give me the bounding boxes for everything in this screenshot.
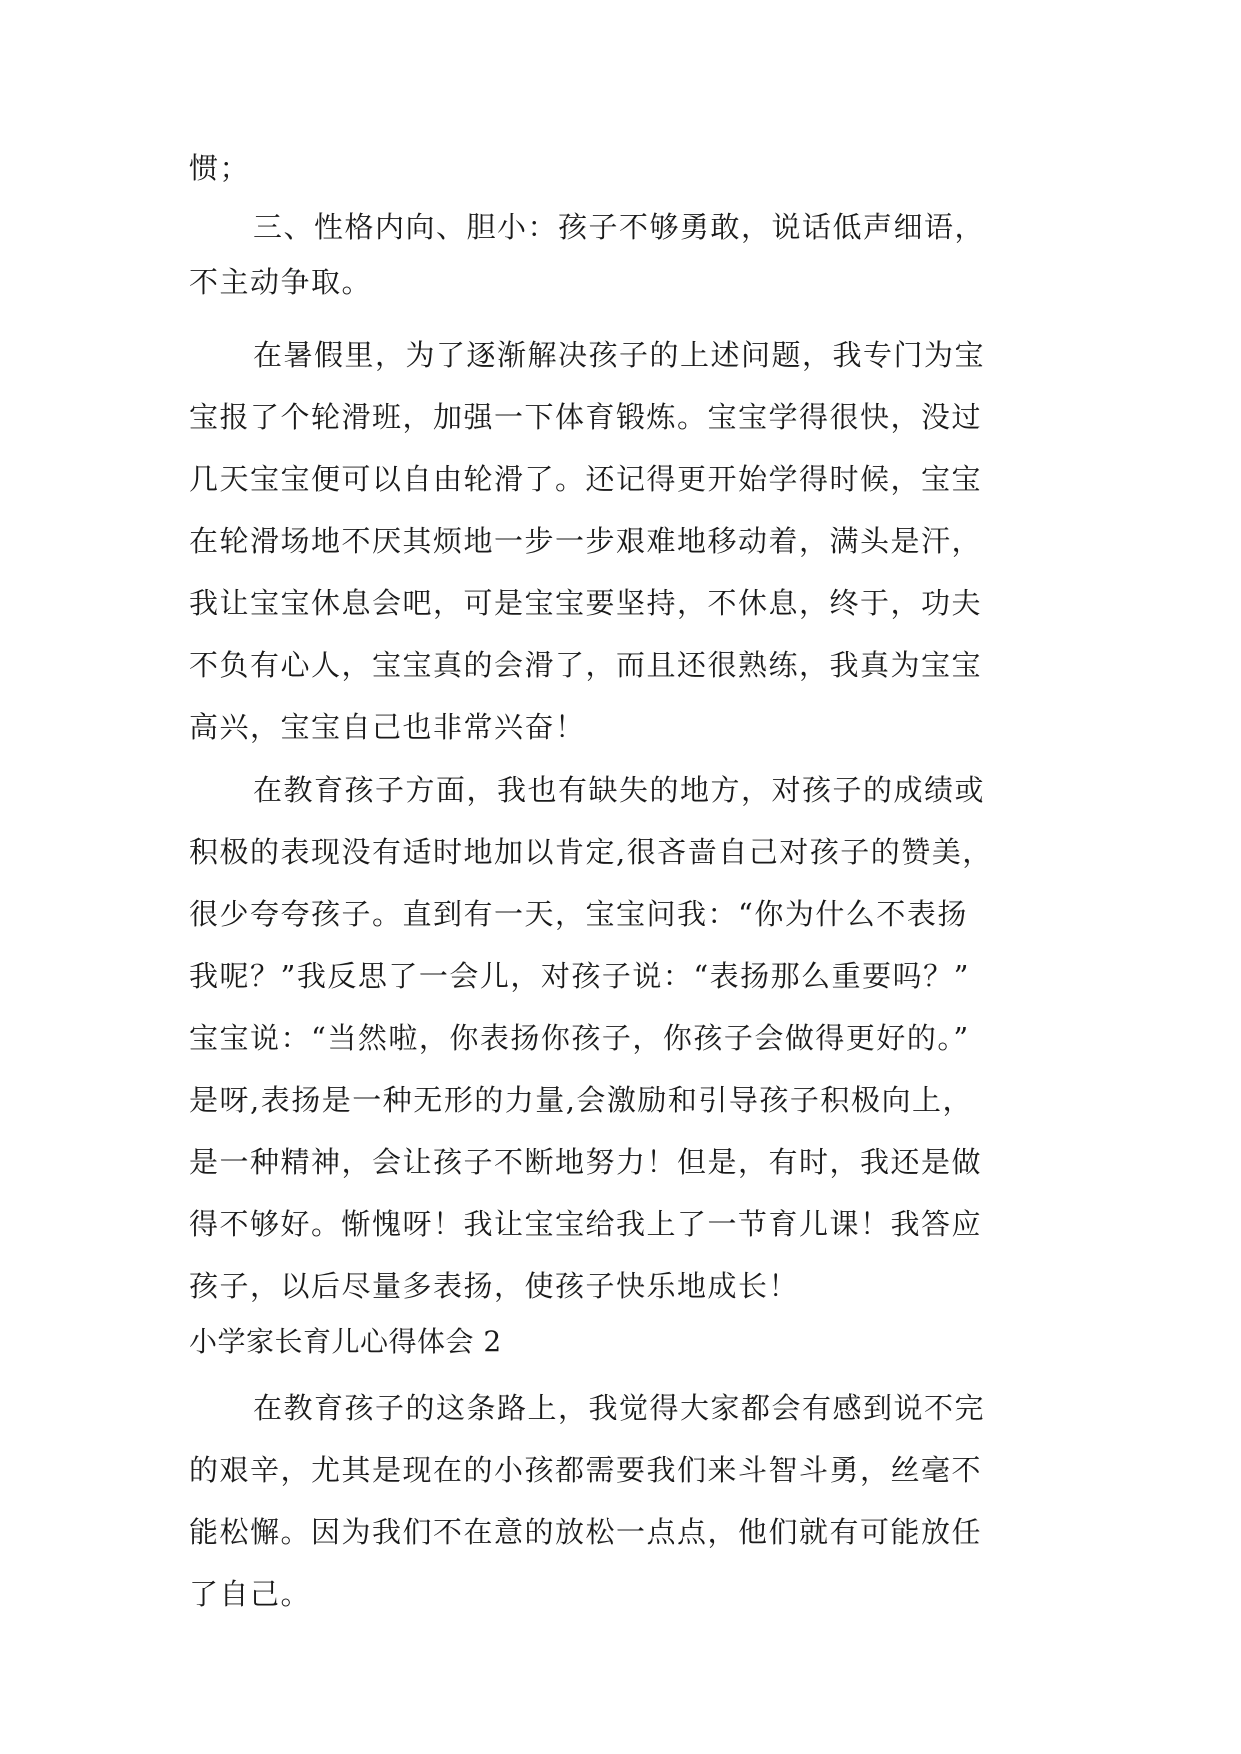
body-text-line: 高兴，宝宝自己也非常兴奋！ (189, 710, 586, 744)
body-text-line: 了自己。 (189, 1577, 312, 1611)
section-title: 小学家长育儿心得体会 2 (189, 1325, 502, 1358)
body-text-line: 孩子，以后尽量多表扬，使孩子快乐地成长！ (189, 1269, 800, 1303)
body-text-line: 的艰辛，尤其是现在的小孩都需要我们来斗智斗勇，丝毫不 (189, 1453, 983, 1487)
body-text-line: 在暑假里，为了逐渐解决孩子的上述问题，我专门为宝 (253, 338, 986, 372)
body-text-line: 能松懈。因为我们不在意的放松一点点，他们就有可能放任 (189, 1515, 983, 1549)
body-text-line: 不负有心人，宝宝真的会滑了，而且还很熟练，我真为宝宝 (189, 648, 983, 682)
body-text-line: 不主动争取。 (189, 265, 373, 299)
body-text-line: 积极的表现没有适时地加以肯定,很吝啬自己对孩子的赞美， (189, 835, 993, 869)
body-text-line: 我呢？”我反思了一会儿，对孩子说：“表扬那么重要吗？” (189, 959, 970, 993)
body-text-line: 三、性格内向、胆小：孩子不够勇敢，说话低声细语， (253, 210, 986, 244)
body-text-line: 是呀,表扬是一种无形的力量,会激励和引导孩子积极向上， (189, 1083, 973, 1117)
body-text-line: 惯； (189, 151, 251, 185)
body-text-line: 是一种精神，会让孩子不断地努力！但是，有时，我还是做 (189, 1145, 983, 1179)
body-text-line: 在轮滑场地不厌其烦地一步一步艰难地移动着，满头是汗， (189, 524, 983, 558)
body-text-line: 在教育孩子方面，我也有缺失的地方，对孩子的成绩或 (253, 773, 986, 807)
body-text-line: 几天宝宝便可以自由轮滑了。还记得更开始学得时候，宝宝 (189, 462, 983, 496)
body-text-line: 我让宝宝休息会吧，可是宝宝要坚持，不休息，终于，功夫 (189, 586, 983, 620)
body-text-line: 得不够好。惭愧呀！我让宝宝给我上了一节育儿课！我答应 (189, 1207, 983, 1241)
body-text-line: 在教育孩子的这条路上，我觉得大家都会有感到说不完 (253, 1391, 986, 1425)
body-text-line: 宝报了个轮滑班，加强一下体育锻炼。宝宝学得很快，没过 (189, 400, 983, 434)
body-text-line: 很少夸夸孩子。直到有一天，宝宝问我：“你为什么不表扬 (189, 897, 968, 931)
body-text-line: 宝宝说：“当然啦，你表扬你孩子，你孩子会做得更好的。” (189, 1021, 970, 1055)
